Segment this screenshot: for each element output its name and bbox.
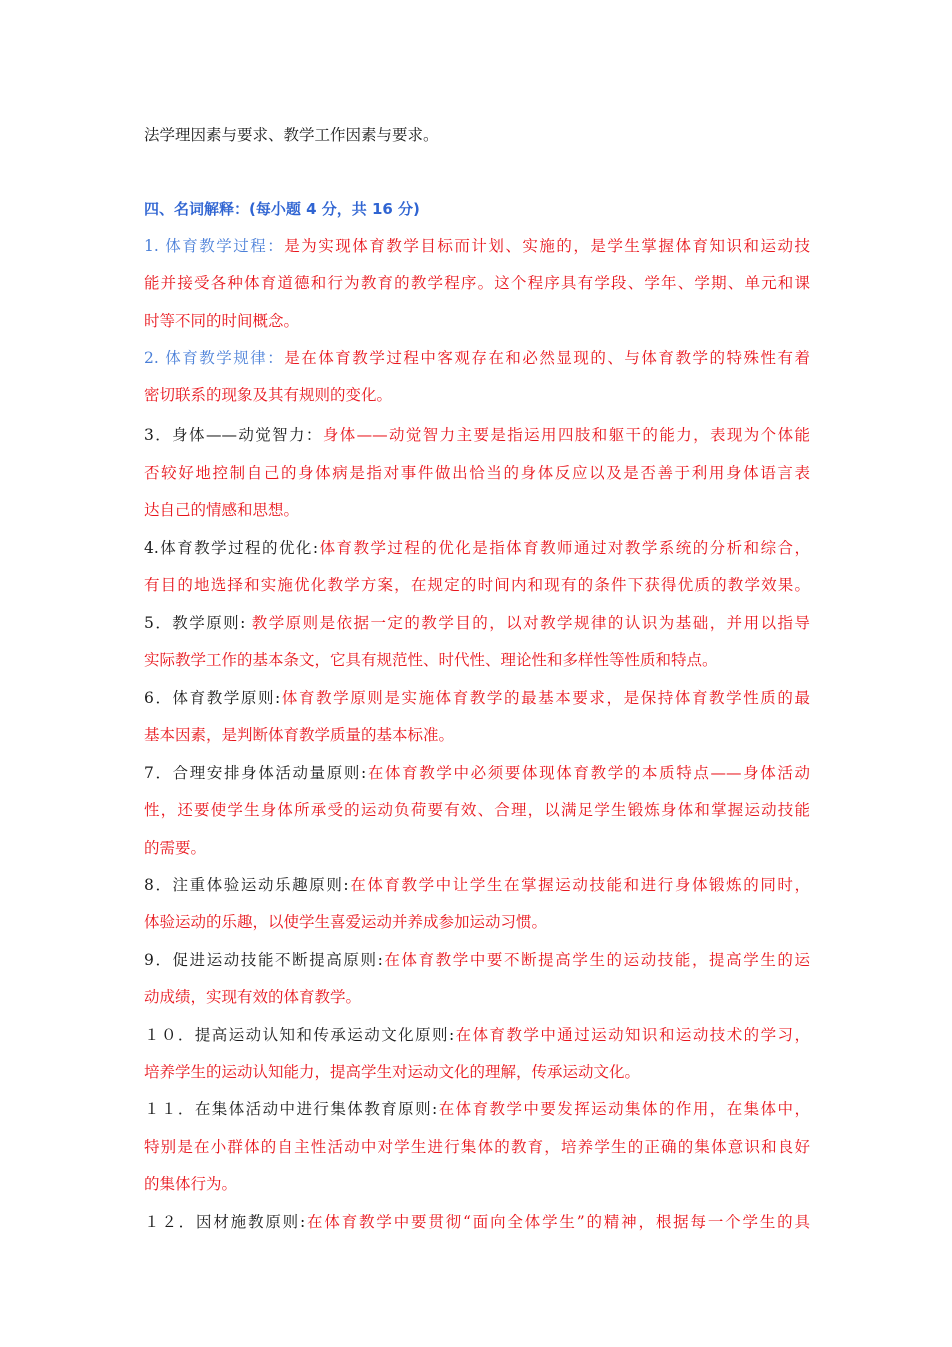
term-3-label: 3．身体——动觉智力：: [144, 426, 323, 444]
term-4-label: 4.体育教学过程的优化:: [144, 539, 319, 557]
term-8-line-1: 8．注重体验运动乐趣原则:在体育教学中让学生在掌握运动技能和进行身体锻炼的同时，: [144, 876, 810, 894]
term-11-line-2: 特别是在小群体的自主性活动中对学生进行集体的教育，培养学生的正确的集体意识和良好: [144, 1138, 810, 1156]
term-10-label: １０．提高运动认知和传承运动文化原则:: [144, 1026, 455, 1044]
term-6-label: 6．体育教学原则:: [144, 689, 281, 707]
term-11-line-1: １１．在集体活动中进行集体教育原则:在体育教学中要发挥运动集体的作用，在集体中，: [144, 1100, 810, 1118]
term-8-line-2: 体验运动的乐趣，以使学生喜爱运动并养成参加运动习惯。: [144, 913, 548, 931]
term-12-line-1: １２．因材施教原则:在体育教学中要贯彻“面向全体学生”的精神，根据每一个学生的具: [144, 1213, 810, 1231]
term-5-label: 5．教学原则:: [144, 614, 252, 632]
term-9-label: 9．促进运动技能不断提高原则:: [144, 951, 383, 969]
term-1-label: 1. 体育教学过程：: [144, 237, 285, 255]
term-6-line-2: 基本因素，是判断体育教学质量的基本标准。: [144, 726, 455, 744]
term-3-line-1: 3．身体——动觉智力：身体——动觉智力主要是指运用四肢和躯干的能力，表现为个体能: [144, 426, 810, 444]
term-6-line-1: 6．体育教学原则:体育教学原则是实施体育教学的最基本要求，是保持体育教学性质的最: [144, 689, 810, 707]
intro-tail-text: 法学理因素与要求、教学工作因素与要求。: [144, 126, 439, 144]
term-9-line-2: 动成绩，实现有效的体育教学。: [144, 988, 362, 1006]
section-heading: 四、名词解释：(每小题 4 分，共 16 分): [144, 200, 420, 218]
term-8-label: 8．注重体验运动乐趣原则:: [144, 876, 349, 894]
term-9-line-1: 9．促进运动技能不断提高原则:在体育教学中要不断提高学生的运动技能，提高学生的运: [144, 951, 810, 969]
term-7-line-2: 性，还要使学生身体所承受的运动负荷要有效、合理，以满足学生锻炼身体和掌握运动技能: [144, 801, 810, 819]
term-2-line-1: 2. 体育教学规律：是在体育教学过程中客观存在和必然显现的、与体育教学的特殊性有着: [144, 349, 810, 367]
term-4-line-1: 4.体育教学过程的优化:体育教学过程的优化是指体育教师通过对教学系统的分析和综合，: [144, 539, 810, 557]
term-7-label: 7．合理安排身体活动量原则:: [144, 764, 367, 782]
term-3-line-3: 达自己的情感和思想。: [144, 501, 300, 519]
term-10-line-1: １０．提高运动认知和传承运动文化原则:在体育教学中通过运动知识和运动技术的学习，: [144, 1026, 810, 1044]
term-2-label: 2. 体育教学规律：: [144, 349, 285, 367]
term-5-line-2: 实际教学工作的基本条文，它具有规范性、时代性、理论性和多样性等性质和特点。: [144, 651, 718, 669]
term-7-line-1: 7．合理安排身体活动量原则:在体育教学中必须要体现体育教学的本质特点——身体活动: [144, 764, 810, 782]
term-7-line-3: 的需要。: [144, 839, 207, 857]
term-2-line-2: 密切联系的现象及其有规则的变化。: [144, 386, 393, 404]
term-1-line-2: 能并接受各种体育道德和行为教育的教学程序。这个程序具有学段、学年、学期、单元和课: [144, 274, 810, 292]
term-1-line-3: 时等不同的时间概念。: [144, 312, 300, 330]
term-1-line-1: 1. 体育教学过程：是为实现体育教学目标而计划、实施的，是学生掌握体育知识和运动技: [144, 237, 810, 255]
term-3-line-2: 否较好地控制自己的身体病是指对事件做出恰当的身体反应以及是否善于利用身体语言表: [144, 464, 810, 482]
term-11-line-3: 的集体行为。: [144, 1175, 238, 1193]
term-5-line-1: 5．教学原则: 教学原则是依据一定的教学目的，以对教学规律的认识为基础，并用以指导: [144, 614, 810, 632]
term-11-label: １１．在集体活动中进行集体教育原则:: [144, 1100, 438, 1118]
term-10-line-2: 培养学生的运动认知能力，提高学生对运动文化的理解，传承运动文化。: [144, 1063, 641, 1081]
term-4-line-2: 有目的地选择和实施优化教学方案，在规定的时间内和现有的条件下获得优质的教学效果。: [144, 576, 810, 594]
term-12-label: １２．因材施教原则:: [144, 1213, 306, 1231]
